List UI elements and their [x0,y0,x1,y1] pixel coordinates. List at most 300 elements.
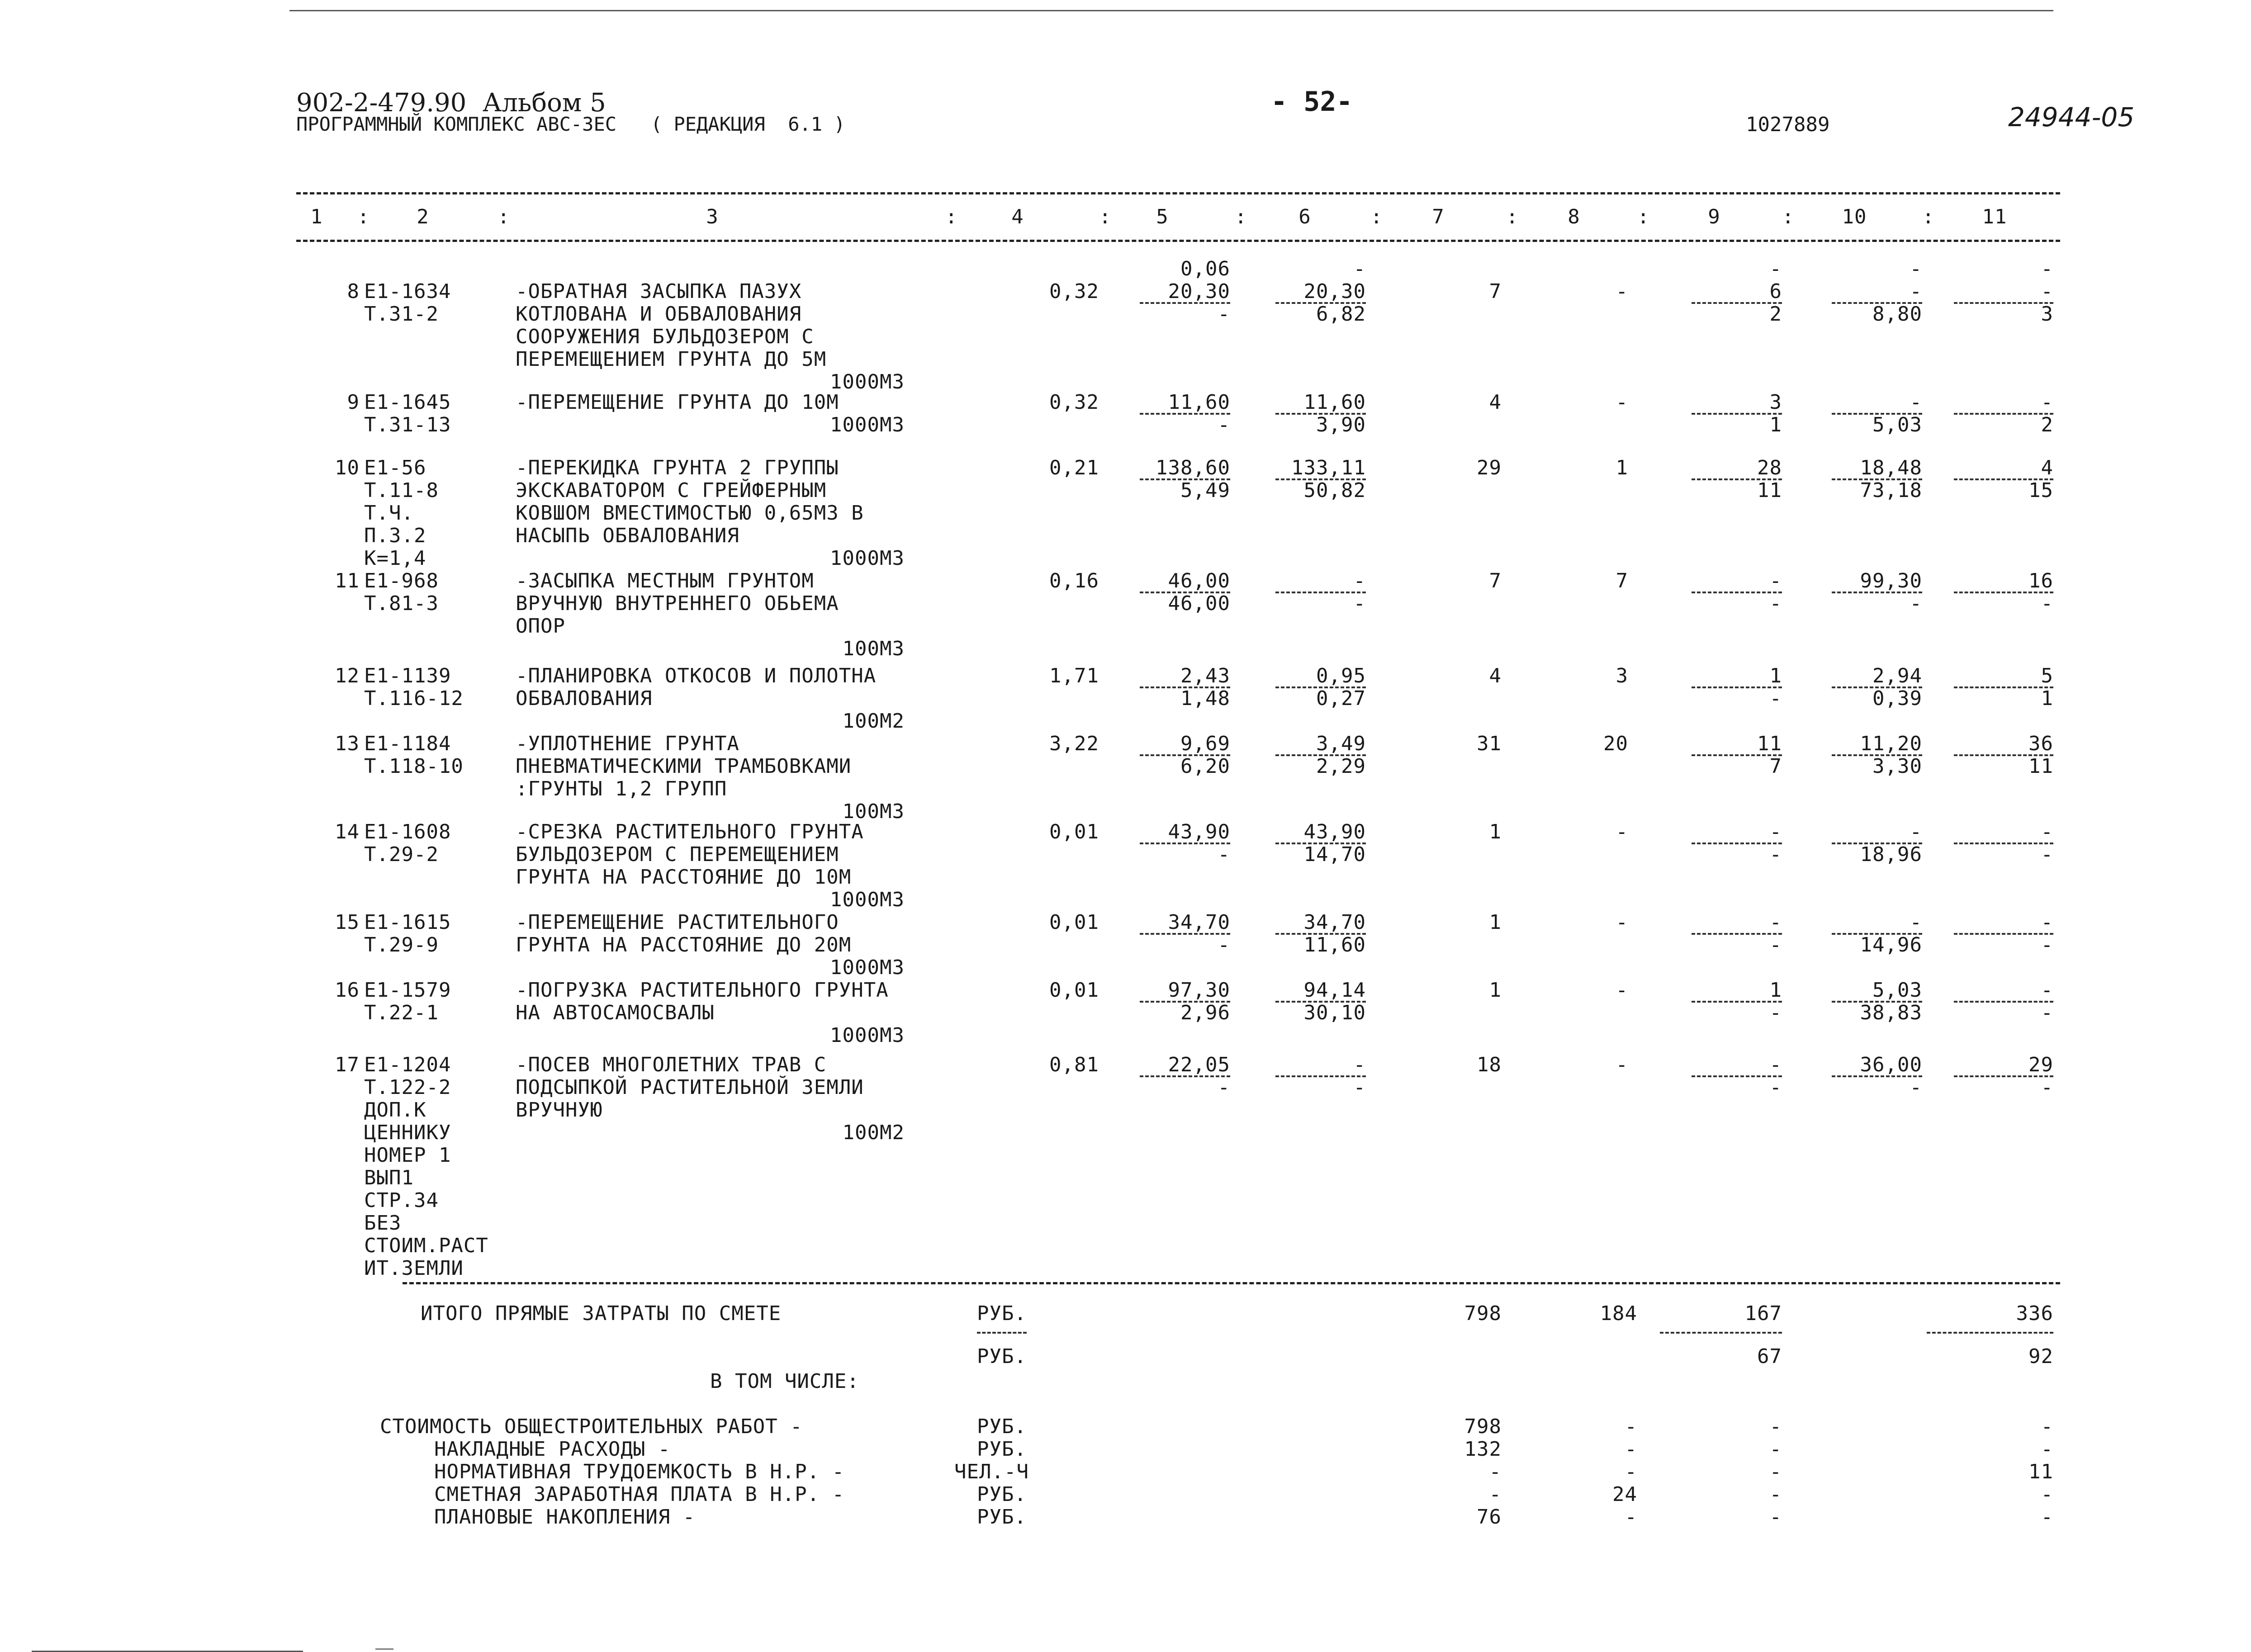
rate-code: Т.11-8 [364,479,439,502]
column-header-9: 9 [1708,205,1720,228]
quantity: 0,32 [1049,391,1099,414]
cell-c11: - [2041,257,2053,280]
cell-rule [1140,933,1230,935]
quantity: 0,01 [1049,979,1099,1002]
rate-code: БЕЗ [364,1212,402,1235]
column-header-10: 10 [1842,205,1867,228]
cell-c5: 1,48 [1180,687,1230,710]
cell-c6: - [1353,1076,1366,1099]
header-bottom-rule [296,240,2060,242]
cell-c5: 34,70 [1168,911,1230,934]
rate-code: Е1-968 [364,569,439,592]
cell-c8: - [1616,391,1628,414]
column-separator: : [357,205,370,228]
cell-c11: - [2041,391,2053,414]
cell-c5: 22,05 [1168,1053,1230,1076]
cell-c10: 2,94 [1872,664,1922,687]
cell-rule [1954,302,2053,304]
column-header-4: 4 [1011,205,1024,228]
cell-c10: 36,00 [1860,1053,1922,1076]
cell-c9: - [1769,843,1782,866]
cell-c11: 11 [2028,755,2053,778]
column-header-2: 2 [417,205,429,228]
cell-c5: 46,00 [1168,592,1230,615]
cell-c10: 5,03 [1872,979,1922,1002]
cell-c9: 2 [1769,303,1782,326]
unit-of-measure: 1000М3 [830,956,905,979]
rate-code: Т.22-1 [364,1001,439,1024]
work-description: КОВШОМ ВМЕСТИМОСТЬЮ 0,65М3 В [516,502,864,525]
cell-c6: 2,29 [1316,755,1366,778]
cell-rule [1692,933,1782,935]
totals-col11: 336 [2016,1302,2053,1325]
breakdown-unit: РУБ. [977,1438,1027,1461]
cell-rule [1692,592,1782,593]
quantity: 0,01 [1049,820,1099,843]
cell-c10: - [1910,820,1922,843]
row-number: 9 [347,391,360,414]
cell-rule [1692,302,1782,304]
totals-unit-rule [977,1332,1027,1334]
breakdown-label: СМЕТНАЯ ЗАРАБОТНАЯ ПЛАТА В Н.Р. - [434,1483,845,1506]
cell-rule [1140,413,1230,415]
cell-c6: 11,60 [1303,933,1366,956]
cell-c6: - [1353,569,1366,592]
cell-c6: 34,70 [1303,911,1366,934]
cell-c9: 6 [1769,280,1782,303]
breakdown-col11: - [2041,1505,2053,1529]
cell-c11: 5 [2041,664,2053,687]
work-description: ПНЕВМАТИЧЕСКИМИ ТРАМБОВКАМИ [516,755,852,778]
cell-c5: 43,90 [1168,820,1230,843]
cell-c11: - [2041,979,2053,1002]
cell-rule [1832,933,1922,935]
cell-c10: 18,48 [1860,456,1922,479]
unit-of-measure: 100М2 [842,1121,905,1144]
quantity: 0,16 [1049,569,1099,592]
cell-c7: 1 [1489,911,1502,934]
cell-c11: - [2041,933,2053,956]
cell-rule [1954,1075,2053,1077]
row-number: 14 [335,820,360,843]
cell-c9: 11 [1757,479,1782,502]
column-header-1: 1 [310,205,323,228]
table-top-rule [296,192,2060,194]
cell-rule [1275,592,1366,593]
cell-rule [1692,686,1782,688]
column-separator: : [498,205,510,228]
unit-of-measure: 100М3 [842,800,905,823]
cell-c10: 99,30 [1860,569,1922,592]
cell-c8: - [1616,979,1628,1002]
breakdown-col8: - [1625,1415,1637,1438]
cell-c5: 9,69 [1180,732,1230,755]
work-description: ОПОР [516,615,565,638]
rate-code: Т.29-2 [364,843,439,866]
breakdown-unit: РУБ. [977,1483,1027,1506]
cell-rule [1140,843,1230,844]
cell-c11: - [2041,280,2053,303]
cell-c6: 50,82 [1303,479,1366,502]
work-description: -СРЕЗКА РАСТИТЕЛЬНОГО ГРУНТА [516,820,864,843]
column-header-5: 5 [1156,205,1169,228]
unit-of-measure: 1000М3 [830,413,905,436]
work-description: БУЛЬДОЗЕРОМ С ПЕРЕМЕЩЕНИЕМ [516,843,839,866]
cell-rule [1140,686,1230,688]
cell-rule [1832,1001,1922,1003]
cell-rule [1275,413,1366,415]
work-description: НАСЫПЬ ОБВАЛОВАНИЯ [516,524,739,547]
cell-c6: 30,10 [1303,1001,1366,1024]
breakdown-col9: - [1769,1415,1782,1438]
cell-rule [1832,413,1922,415]
cell-rule [1140,1001,1230,1003]
rate-code: НОМЕР 1 [364,1144,451,1167]
cell-c9: - [1769,257,1782,280]
work-description: ЭКСКАВАТОРОМ С ГРЕЙФЕРНЫМ [516,479,827,502]
cell-c7: 7 [1489,280,1502,303]
cell-c11: - [2041,1001,2053,1024]
cell-c11: 4 [2041,456,2053,479]
cell-c5: - [1218,843,1230,866]
rate-code: Е1-1634 [364,280,451,303]
rate-code: Е1-1645 [364,391,451,414]
unit-of-measure: 100М3 [842,637,905,660]
breakdown-col7: 798 [1464,1415,1502,1438]
cell-c7: 1 [1489,820,1502,843]
work-description: СООРУЖЕНИЯ БУЛЬДОЗЕРОМ С [516,325,814,348]
cell-c8: - [1616,1053,1628,1076]
cell-c11: 16 [2028,569,2053,592]
cell-c11: 29 [2028,1053,2053,1076]
cell-c5: 2,96 [1180,1001,1230,1024]
cell-c9: 28 [1757,456,1782,479]
cell-rule [1692,478,1782,480]
row-number: 15 [335,911,360,934]
album-code: 902-2-479.90 Альбом 5 [296,88,606,118]
breakdown-col9: - [1769,1483,1782,1506]
rate-code: Е1-1579 [364,979,451,1002]
cell-c9: - [1769,933,1782,956]
cell-c5: - [1218,303,1230,326]
cell-rule [1275,754,1366,756]
rate-code: ВЫП1 [364,1166,414,1189]
rate-code: Е1-1204 [364,1053,451,1076]
cell-rule [1140,478,1230,480]
unit-of-measure: 1000М3 [830,547,905,570]
cell-rule [1954,754,2053,756]
breakdown-col8: - [1625,1505,1637,1529]
work-description: ОБВАЛОВАНИЯ [516,687,653,710]
cell-rule [1275,1075,1366,1077]
archive-stamp-number: 24944-05 [2008,102,2135,133]
cell-c6: 0,95 [1316,664,1366,687]
cell-c8: 3 [1616,664,1628,687]
cell-c10: - [1910,391,1922,414]
column-header-7: 7 [1432,205,1445,228]
column-header-8: 8 [1568,205,1580,228]
cell-rule [1140,302,1230,304]
quantity: 0,81 [1049,1053,1099,1076]
rate-code: Е1-56 [364,456,427,479]
cell-c6: 11,60 [1303,391,1366,414]
work-description: ПЕРЕМЕЩЕНИЕМ ГРУНТА ДО 5М [516,348,827,371]
cell-rule [1832,478,1922,480]
column-header-6: 6 [1298,205,1311,228]
cell-c5: - [1218,933,1230,956]
unit-of-measure: 100М2 [842,710,905,733]
cell-rule [1954,686,2053,688]
cell-c11: - [2041,1076,2053,1099]
work-description: -ОБРАТНАЯ ЗАСЫПКА ПАЗУХ [516,280,802,303]
work-description: -УПЛОТНЕНИЕ ГРУНТА [516,732,739,755]
bottom-tick [375,1648,393,1650]
column-separator: : [1782,205,1795,228]
rate-code: ДОП.К [364,1098,427,1122]
rate-code: ЦЕННИКУ [364,1121,451,1144]
rate-code: К=1,4 [364,547,427,570]
cell-c11: - [2041,592,2053,615]
totals-unit: РУБ. [977,1302,1027,1325]
breakdown-col7: 76 [1477,1505,1502,1529]
cell-rule [1275,1001,1366,1003]
column-header-3: 3 [706,205,719,228]
cell-c9: 7 [1769,755,1782,778]
work-description: ВРУЧНУЮ [516,1098,603,1122]
breakdown-label: НАКЛАДНЫЕ РАСХОДЫ - [434,1438,671,1461]
cell-c10: - [1910,592,1922,615]
cell-c7: 1 [1489,979,1502,1002]
totals-col11-rule [1927,1332,2053,1334]
row-number: 13 [335,732,360,755]
cell-rule [1692,413,1782,415]
work-description: ГРУНТА НА РАССТОЯНИЕ ДО 10М [516,866,852,889]
cell-c9: - [1769,1076,1782,1099]
breakdown-col7: - [1489,1483,1502,1506]
cell-rule [1275,843,1366,844]
totals-unit-second: РУБ. [977,1345,1027,1368]
cell-c10: 11,20 [1860,732,1922,755]
cell-c6: 6,82 [1316,303,1366,326]
cell-rule [1954,592,2053,593]
cell-c8: 1 [1616,456,1628,479]
rate-code: ИТ.ЗЕМЛИ [364,1257,464,1280]
unit-of-measure: 1000М3 [830,888,905,911]
work-description: ГРУНТА НА РАССТОЯНИЕ ДО 20М [516,933,852,956]
column-separator: : [1506,205,1519,228]
column-separator: : [1235,205,1247,228]
cell-rule [1692,843,1782,844]
cell-rule [1832,686,1922,688]
cell-c10: - [1910,257,1922,280]
rate-code: Е1-1608 [364,820,451,843]
cell-rule [1954,1001,2053,1003]
cell-rule [1954,478,2053,480]
cell-c11: 15 [2028,479,2053,502]
cell-c11: 1 [2041,687,2053,710]
totals-col8: 184 [1600,1302,1637,1325]
cell-c6: 43,90 [1303,820,1366,843]
rate-code: СТОИМ.РАСТ [364,1234,488,1257]
cell-c9: - [1769,569,1782,592]
cell-rule [1692,1075,1782,1077]
cell-c10: 73,18 [1860,479,1922,502]
breakdown-label: ПЛАНОВЫЕ НАКОПЛЕНИЯ - [434,1505,696,1529]
work-description: :ГРУНТЫ 1,2 ГРУПП [516,777,727,800]
cell-rule [1692,754,1782,756]
work-description: -ПЕРЕКИДКА ГРУНТА 2 ГРУППЫ [516,456,839,479]
cell-c10: 38,83 [1860,1001,1922,1024]
row-number: 12 [335,664,360,687]
cell-c10: - [1910,911,1922,934]
cell-c10: - [1910,280,1922,303]
totals-col11-second: 92 [2028,1345,2053,1368]
page-number: - 52- [1271,86,1353,118]
rate-code: Е1-1184 [364,732,451,755]
cell-rule [1832,754,1922,756]
row-number: 8 [347,280,360,303]
breakdown-col9: - [1769,1505,1782,1529]
cell-c9: 11 [1757,732,1782,755]
rate-code: Т.31-2 [364,303,439,326]
cell-rule [1275,933,1366,935]
quantity: 0,21 [1049,456,1099,479]
breakdown-col11: - [2041,1438,2053,1461]
work-description: -ЗАСЫПКА МЕСТНЫМ ГРУНТОМ [516,569,814,592]
breakdown-unit: ЧЕЛ.-Ч [954,1460,1029,1483]
totals-col9: 167 [1744,1302,1782,1325]
work-description: ВРУЧНУЮ ВНУТРЕННЕГО ОБЬЕМА [516,592,839,615]
breakdown-unit: РУБ. [977,1505,1027,1529]
breakdown-col8: - [1625,1438,1637,1461]
cell-rule [1275,478,1366,480]
work-description: КОТЛОВАНА И ОБВАЛОВАНИЯ [516,303,802,326]
cell-c8: - [1616,280,1628,303]
unit-of-measure: 1000М3 [830,370,905,393]
cell-c7: 4 [1489,391,1502,414]
cell-c7: 4 [1489,664,1502,687]
cell-c11: - [2041,820,2053,843]
cell-rule [1140,754,1230,756]
quantity: 0,01 [1049,911,1099,934]
totals-label: ИТОГО ПРЯМЫЕ ЗАТРАТЫ ПО СМЕТЕ [421,1302,782,1325]
cell-c6: 0,27 [1316,687,1366,710]
row-number: 17 [335,1053,360,1076]
cell-c5: 5,49 [1180,479,1230,502]
breakdown-col8: 24 [1612,1483,1637,1506]
work-description: -ПЕРЕМЕЩЕНИЕ ГРУНТА ДО 10М [516,391,839,414]
cell-c9: - [1769,687,1782,710]
cell-rule [1954,843,2053,844]
breakdown-col11: - [2041,1415,2053,1438]
row-number: 11 [335,569,360,592]
cell-rule [1140,592,1230,593]
rate-code: Т.81-3 [364,592,439,615]
cell-rule [1275,302,1366,304]
cell-rule [1954,413,2053,415]
rate-code: Т.118-10 [364,755,464,778]
breakdown-col7: 132 [1464,1438,1502,1461]
cell-c6: 3,49 [1316,732,1366,755]
including-label: В ТОМ ЧИСЛЕ: [710,1370,859,1393]
cell-c9: 1 [1769,413,1782,436]
cell-c10: 18,96 [1860,843,1922,866]
cell-rule [1692,1001,1782,1003]
cell-c5: 20,30 [1168,280,1230,303]
cell-c10: 8,80 [1872,303,1922,326]
rate-code: Т.31-13 [364,413,451,436]
cell-c8: 20 [1603,732,1628,755]
column-separator: : [1637,205,1650,228]
cell-c10: 3,30 [1872,755,1922,778]
cell-c5: - [1218,1076,1230,1099]
work-description: НА АВТОСАМОСВАЛЫ [516,1001,715,1024]
breakdown-unit: РУБ. [977,1415,1027,1438]
cell-rule [1140,1075,1230,1077]
cell-c5: 2,43 [1180,664,1230,687]
top-edge-line [289,10,2053,11]
rate-code: Т.Ч. [364,502,414,525]
cell-c9: - [1769,1053,1782,1076]
quantity: 0,32 [1049,280,1099,303]
work-description: ПОДСЫПКОЙ РАСТИТЕЛЬНОЙ ЗЕМЛИ [516,1076,864,1099]
totals-col9-second: 67 [1757,1345,1782,1368]
rate-code: СТР.34 [364,1189,439,1212]
totals-rule [403,1282,2060,1284]
work-description: -ПОГРУЗКА РАСТИТЕЛЬНОГО ГРУНТА [516,979,889,1002]
breakdown-label: НОРМАТИВНАЯ ТРУДОЕМКОСТЬ В Н.Р. - [434,1460,845,1483]
rate-code: Т.116-12 [364,687,464,710]
document-number: 1027889 [1746,113,1830,136]
cell-c6: 14,70 [1303,843,1366,866]
cell-c11: - [2041,911,2053,934]
cell-rule [1832,592,1922,593]
cell-c6: - [1353,592,1366,615]
cell-c9: - [1769,1001,1782,1024]
cell-c7: 31 [1477,732,1502,755]
cell-c9: 1 [1769,979,1782,1002]
cell-rule [1832,843,1922,844]
cell-c5: 138,60 [1156,456,1230,479]
cell-c5: 46,00 [1168,569,1230,592]
cell-c5: 11,60 [1168,391,1230,414]
cell-c7: 29 [1477,456,1502,479]
cell-rule [1832,302,1922,304]
cell-c9: - [1769,820,1782,843]
breakdown-col7: - [1489,1460,1502,1483]
cell-c8: - [1616,911,1628,934]
totals-col7: 798 [1464,1302,1502,1325]
program-subtitle: ПРОГРАММНЫЙ КОМПЛЕКС АВС-3ЕС ( РЕДАКЦИЯ 6.1 ) [296,113,845,135]
cell-c7: 7 [1489,569,1502,592]
cell-c10: 14,96 [1860,933,1922,956]
unit-of-measure: 1000М3 [830,1024,905,1047]
quantity: 1,71 [1049,664,1099,687]
rate-code: П.3.2 [364,524,427,547]
column-separator: : [1099,205,1112,228]
cell-c5: 97,30 [1168,979,1230,1002]
cell-c11: - [2041,843,2053,866]
cell-c5: 6,20 [1180,755,1230,778]
cell-c8: - [1616,820,1628,843]
cell-c11: 3 [2041,303,2053,326]
rate-code: Е1-1139 [364,664,451,687]
cell-c6: - [1353,1053,1366,1076]
rate-code: Т.122-2 [364,1076,451,1099]
cell-c6: - [1353,257,1366,280]
cell-c10: 0,39 [1872,687,1922,710]
cell-c6: 3,90 [1316,413,1366,436]
